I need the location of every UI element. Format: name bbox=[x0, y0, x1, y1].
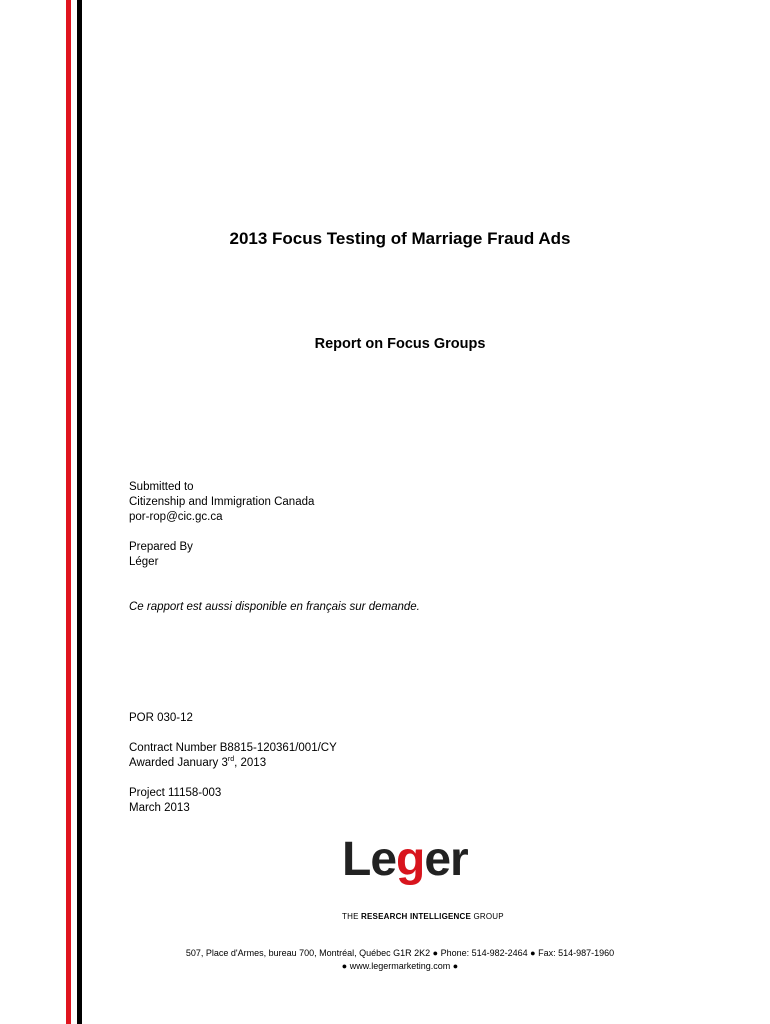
por-number: POR 030-12 bbox=[129, 712, 193, 724]
report-title: 2013 Focus Testing of Marriage Fraud Ads bbox=[229, 229, 571, 248]
french-availability-note: Ce rapport est aussi disponible en français sur demande. bbox=[129, 601, 420, 613]
report-subtitle: Report on Focus Groups bbox=[314, 336, 486, 352]
contract-number: Contract Number B8815-120361/001/CY bbox=[129, 742, 337, 754]
left-red-rule bbox=[66, 0, 71, 1024]
prepared-block bbox=[129, 540, 193, 570]
report-date: March 2013 bbox=[129, 802, 190, 814]
awarded-date: Awarded January 3rd, 2013 bbox=[129, 756, 267, 769]
submitted-block bbox=[129, 480, 314, 525]
footer-website-line: ● www.legermarketing.com ● bbox=[341, 961, 459, 971]
submitted-label: Submitted to bbox=[129, 481, 194, 493]
project-block bbox=[129, 786, 221, 816]
footer-contact bbox=[0, 947, 770, 973]
leger-logo bbox=[342, 834, 482, 894]
prepared-by: Léger bbox=[129, 556, 159, 568]
submitted-org: Citizenship and Immigration Canada bbox=[129, 496, 315, 508]
project-number: Project 11158-003 bbox=[129, 787, 222, 799]
submitted-email: por-rop@cic.gc.ca bbox=[129, 511, 223, 523]
logo-wordmark: Leger bbox=[342, 833, 468, 886]
contract-block bbox=[129, 741, 337, 771]
logo-tagline: THE RESEARCH INTELLIGENCE GROUP bbox=[342, 912, 504, 921]
prepared-label: Prepared By bbox=[129, 541, 193, 553]
footer-address-line: 507, Place d'Armes, bureau 700, Montréal, Québec G1R 2K2 ● Phone: 514-982-2464 ● Fax: 514-987-1960 bbox=[185, 948, 615, 958]
left-black-rule bbox=[77, 0, 82, 1024]
